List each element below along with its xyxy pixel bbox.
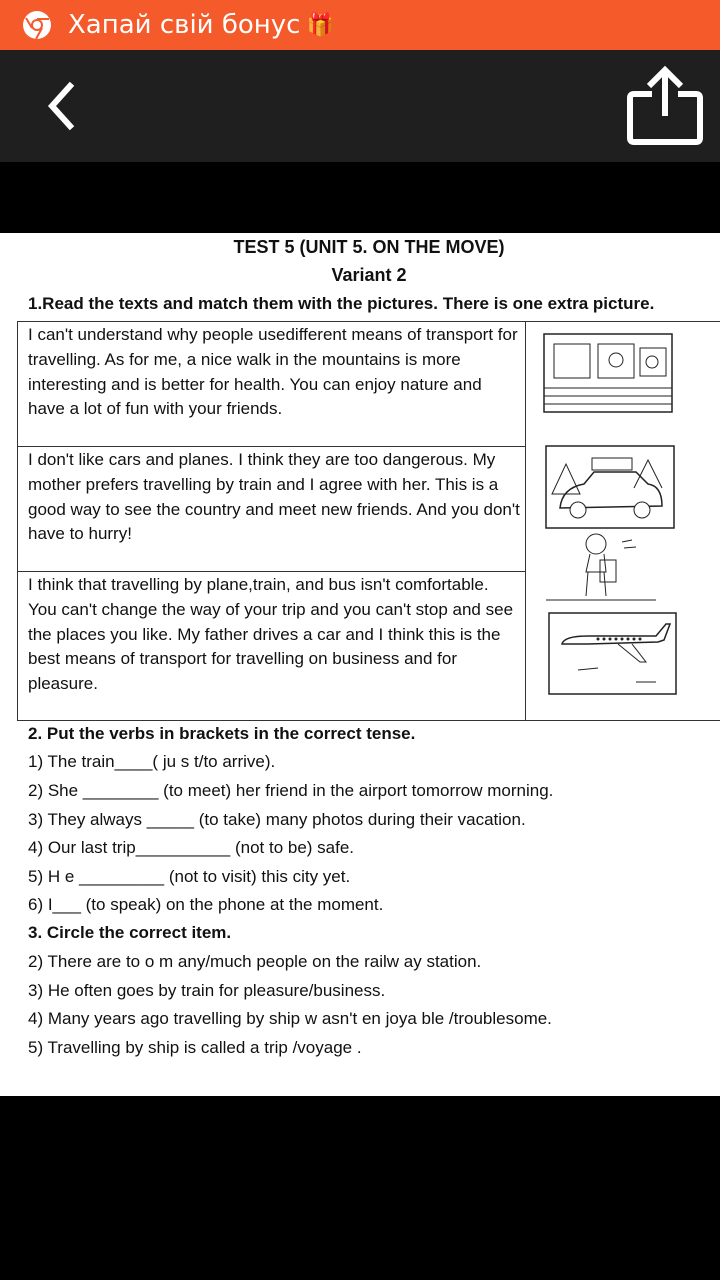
task1-heading: 1.Read the texts and match them with the pictures. There is one extra picture.: [28, 294, 655, 313]
hiker-picture: [546, 530, 656, 602]
viewer-toolbar: [0, 50, 720, 162]
train-picture: [542, 330, 676, 416]
text-cell-3: I think that travelling by plane,train, and bus isn't comfortable. You can't change the way of your trip and you can't stop and see the places you like. My father drives a car and I think this is the best means of transport for travelling on business and for pleasure.: [28, 575, 514, 694]
notification-banner[interactable]: [0, 0, 720, 50]
chevron-left-icon[interactable]: [36, 78, 92, 134]
task2-item: 1) The train____( ju s t/to arrive).: [28, 752, 276, 771]
match-table: [17, 321, 720, 721]
task2-item: 4) Our last trip__________ (not to be) safe.: [28, 838, 355, 857]
task3-item: 4) Many years ago travelling by ship w asn't en joya ble /troublesome.: [28, 1009, 552, 1028]
text-cell-1: I can't understand why people usedifferent means of transport for travelling. As for me, a nice walk in the mountains is more interesting and is better for health. You can enjoy nature and have a lot of fun with your friends.: [28, 325, 518, 419]
chrome-icon: [22, 10, 52, 40]
share-icon[interactable]: [622, 64, 708, 150]
text-cell-2: I don't like cars and planes. I think they are too dangerous. My mother prefers travelling by train and I agree with her. This is a good way to see the country and meet new friends. And you don't have to hurry!: [28, 450, 520, 544]
document-title: TEST 5 (UNIT 5. ON THE MOVE): [233, 237, 505, 257]
document-image[interactable]: [0, 233, 720, 1096]
task2-item: 6) I___ (to speak) on the phone at the moment.: [28, 895, 384, 914]
car-picture: [544, 444, 678, 530]
task2-item: 3) They always _____ (to take) many photos during their vacation.: [28, 810, 526, 829]
task2-item: 5) H e _________ (not to visit) this city yet.: [28, 867, 351, 886]
task3-item: 2) There are to o m any/much people on the railw ay station.: [28, 952, 482, 971]
gift-icon: 🎁: [306, 12, 334, 37]
task3-heading: 3. Circle the correct item.: [28, 923, 232, 942]
banner-text[interactable]: Хапай свій бонус: [68, 10, 301, 40]
task2-heading: 2. Put the verbs in brackets in the correct tense.: [28, 724, 416, 743]
task3-item: 5) Travelling by ship is called a trip /voyage .: [28, 1038, 362, 1057]
task2-item: 2) She ________ (to meet) her friend in the airport tomorrow morning.: [28, 781, 554, 800]
task3-item: 3) He often goes by train for pleasure/business.: [28, 981, 386, 1000]
document-variant: Variant 2: [331, 265, 407, 285]
plane-picture: [548, 612, 678, 696]
